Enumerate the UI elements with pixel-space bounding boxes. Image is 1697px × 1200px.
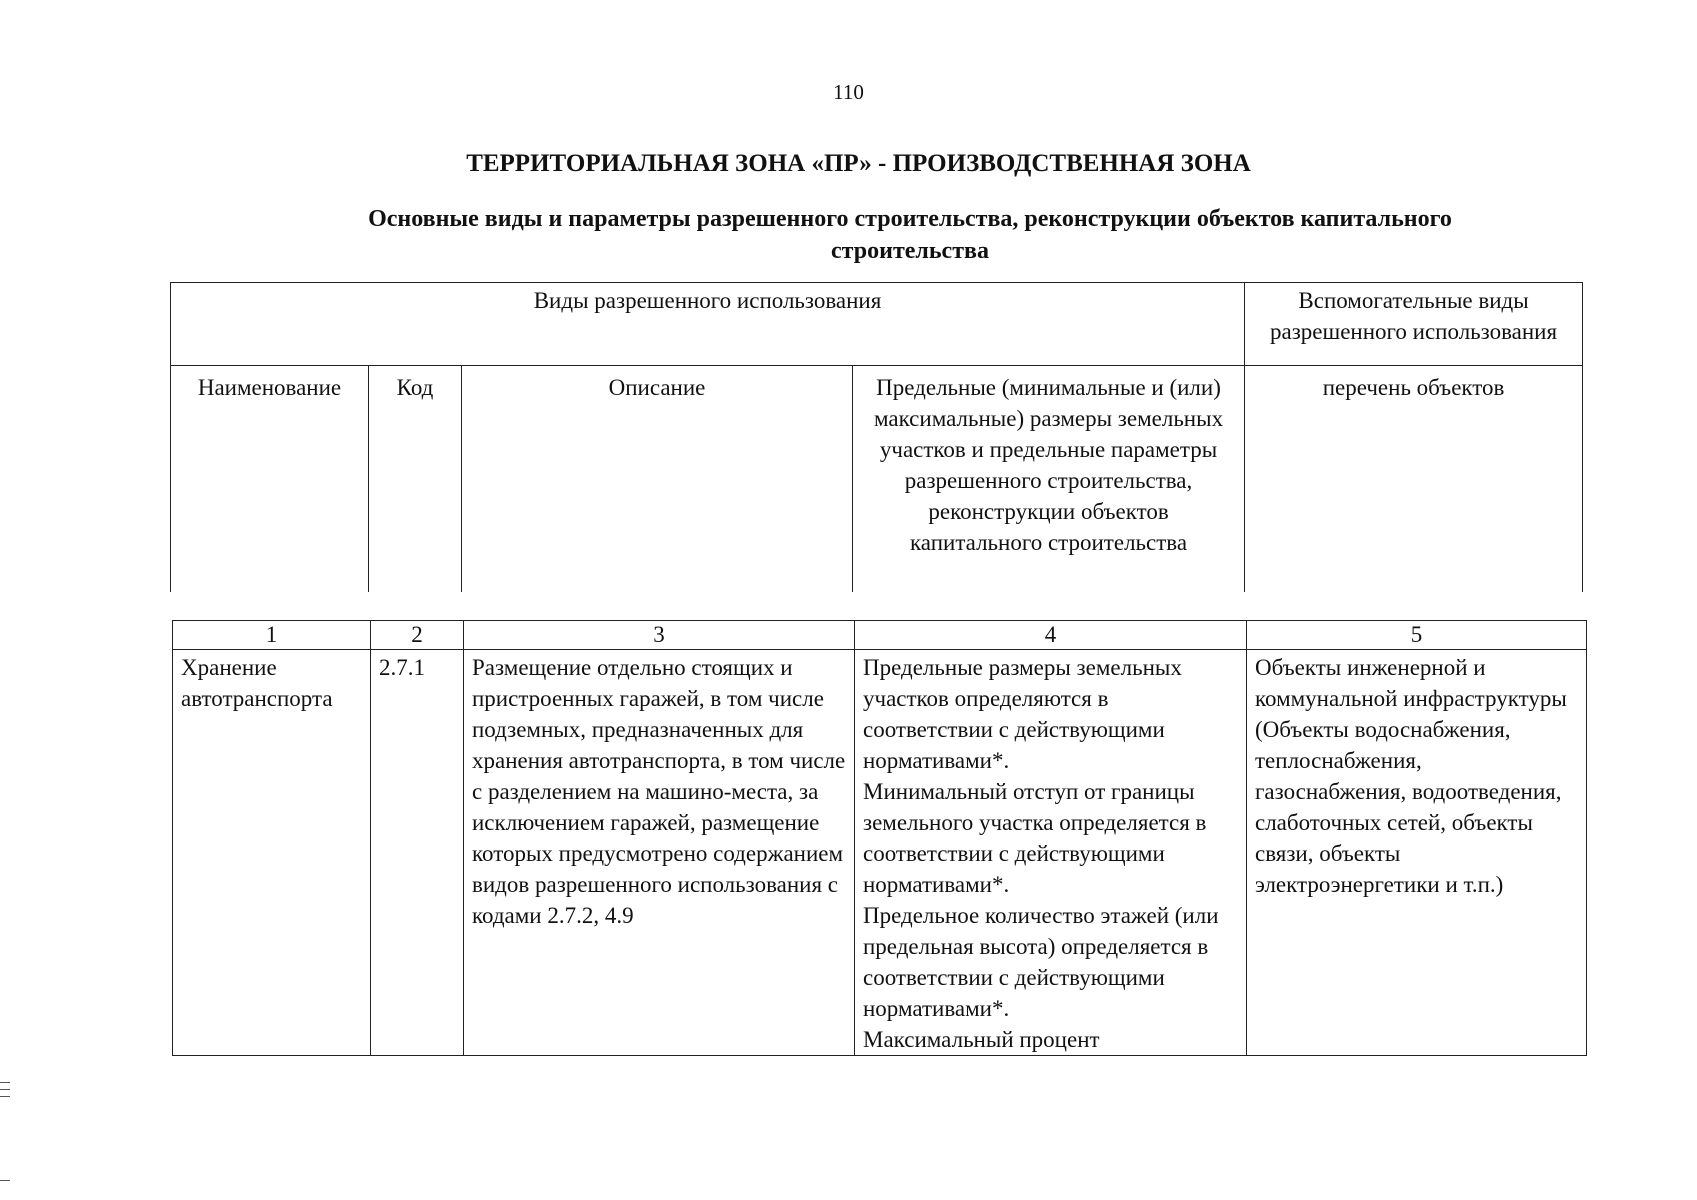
limits-paragraph: Максимальный процент — [863, 1027, 1100, 1052]
section-title: Основные виды и параметры разрешенного строительства, реконструкции объектов капитального строительства — [368, 206, 1452, 264]
use-code-cell: 2.7.1 — [371, 650, 464, 1056]
table-row — [173, 650, 1587, 1056]
limits-paragraph: Минимальный отступ от границы земельного участка определяется в соответствии с действующими нормативами*. — [863, 779, 1207, 897]
header-group-row — [171, 283, 1583, 366]
column-header-code: Код — [369, 366, 462, 593]
margin-mark — [0, 1096, 10, 1097]
column-number-row — [173, 621, 1587, 650]
auxiliary-objects-cell: Объекты инженерной и коммунальной инфраструктуры (Объекты водоснабжения, теплоснабжения, газоснабжения, водоотведения, слаботочных сетей, объекты связи, объекты электроэнергетики и т.п.) — [1247, 650, 1587, 1056]
column-number: 2 — [371, 621, 464, 650]
auxiliary-group-header: Вспомогательные виды разрешенного использования — [1245, 283, 1583, 366]
column-header-name: Наименование — [171, 366, 369, 593]
column-header-description: Описание — [462, 366, 853, 593]
limits-paragraph: Предельное количество этажей (или предельная высота) определяется в соответствии с действующими нормативами*. — [863, 903, 1219, 1021]
column-header-limits: Предельные (минимальные и (или) максимальные) размеры земельных участков и предельные параметры разрешенного строительства, реконструкции объектов капитального строительства — [853, 366, 1245, 593]
margin-mark — [0, 1180, 10, 1181]
page-number: 110 — [833, 80, 864, 104]
column-header-objects: перечень объектов — [1245, 366, 1583, 593]
header-table — [170, 282, 1583, 592]
column-number: 1 — [173, 621, 371, 650]
margin-mark — [0, 1089, 10, 1090]
uses-group-header: Виды разрешенного использования — [171, 283, 1245, 366]
data-table — [172, 620, 1587, 1056]
zone-title: ТЕРРИТОРИАЛЬНАЯ ЗОНА «ПР» - ПРОИЗВОДСТВЕННАЯ ЗОНА — [466, 150, 1251, 177]
use-limits-cell — [855, 650, 1247, 1056]
use-name-cell: Хранение автотранспорта — [173, 650, 371, 1056]
limits-paragraph: Предельные размеры земельных участков определяются в соответствии с действующими нормативами*. — [863, 655, 1182, 773]
column-number: 3 — [464, 621, 855, 650]
column-number: 5 — [1247, 621, 1587, 650]
margin-mark — [0, 1082, 10, 1083]
header-column-row — [171, 366, 1583, 593]
use-description-cell: Размещение отдельно стоящих и пристроенных гаражей, в том числе подземных, предназначенных для хранения автотранспорта, в том числе с разделением на машино-места, за исключением гаражей, размещение которых предусмотрено содержанием видов разрешенного использования с кодами 2.7.2, 4.9 — [464, 650, 855, 1056]
column-number: 4 — [855, 621, 1247, 650]
